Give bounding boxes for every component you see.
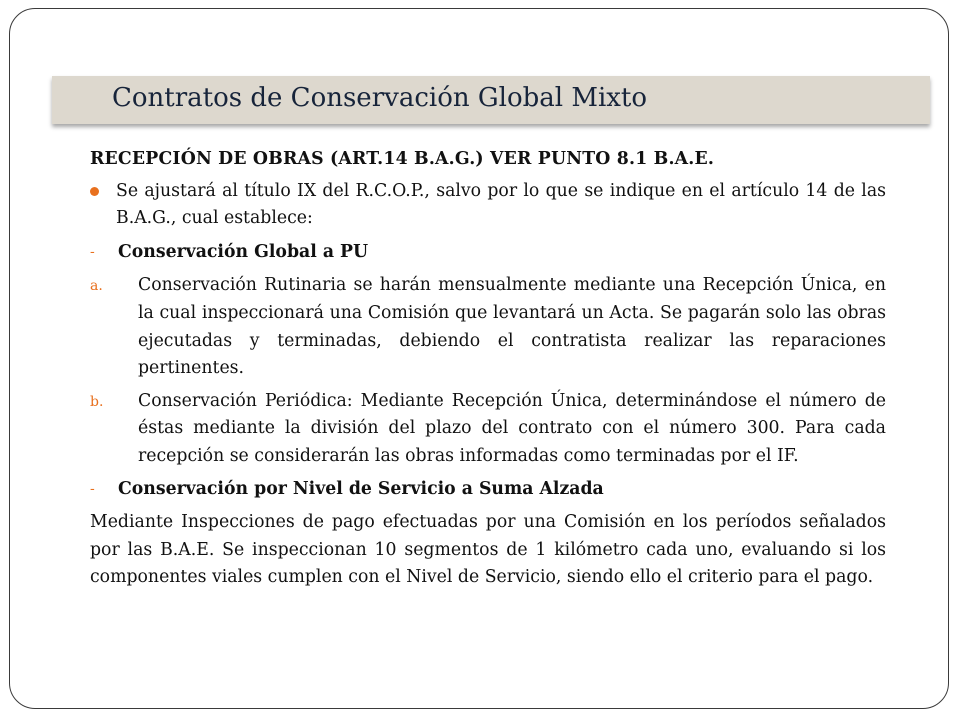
dash-marker: -	[90, 243, 95, 260]
list-item-b	[90, 388, 886, 471]
bullet-dot-icon	[90, 187, 99, 196]
list-item-text: Conservación Periódica: Mediante Recepción Única, determinándose el número de éstas mediante la división del plazo del contrato con el número 300. Para cada recepción se considerarán las obras informadas como terminadas por el IF.	[138, 390, 886, 466]
slide-content	[90, 146, 886, 592]
subsection-nivel-servicio	[90, 476, 886, 504]
subsection-global-pu	[90, 239, 886, 267]
list-item-text: Conservación Rutinaria se harán mensualmente mediante una Recepción Única, en la cual inspeccionará una Comisión que levantará un Acta. Se pagarán solo las obras ejecutadas y terminadas, debiendo el contratista realizar las reparaciones pertinentes.	[138, 275, 886, 379]
bullet-text: Se ajustará al título IX del R.C.O.P., salvo por lo que se indique en el artículo 14 de las B.A.G., cual establece:	[116, 180, 886, 229]
list-letter: b.	[90, 393, 104, 410]
subsection-title: Conservación Global a PU	[118, 241, 369, 262]
closing-paragraph: Mediante Inspecciones de pago efectuadas por una Comisión en los períodos señalados por las B.A.E. Se inspeccionan 10 segmentos de 1 kilómetro cada uno, evaluando si los componentes viales cumplen con el Nivel de Servicio, siendo ello el criterio para el pago.	[90, 512, 886, 588]
list-item-a	[90, 272, 886, 382]
bullet-item	[90, 178, 886, 233]
dash-marker: -	[90, 480, 95, 497]
section-heading: RECEPCIÓN DE OBRAS (ART.14 B.A.G.) VER PUNTO 8.1 B.A.E.	[90, 149, 715, 169]
slide-title: Contratos de Conservación Global Mixto	[112, 83, 648, 113]
subsection-title: Conservación por Nivel de Servicio a Suma Alzada	[118, 478, 604, 499]
title-bar	[52, 76, 930, 124]
list-letter: a.	[90, 278, 103, 295]
